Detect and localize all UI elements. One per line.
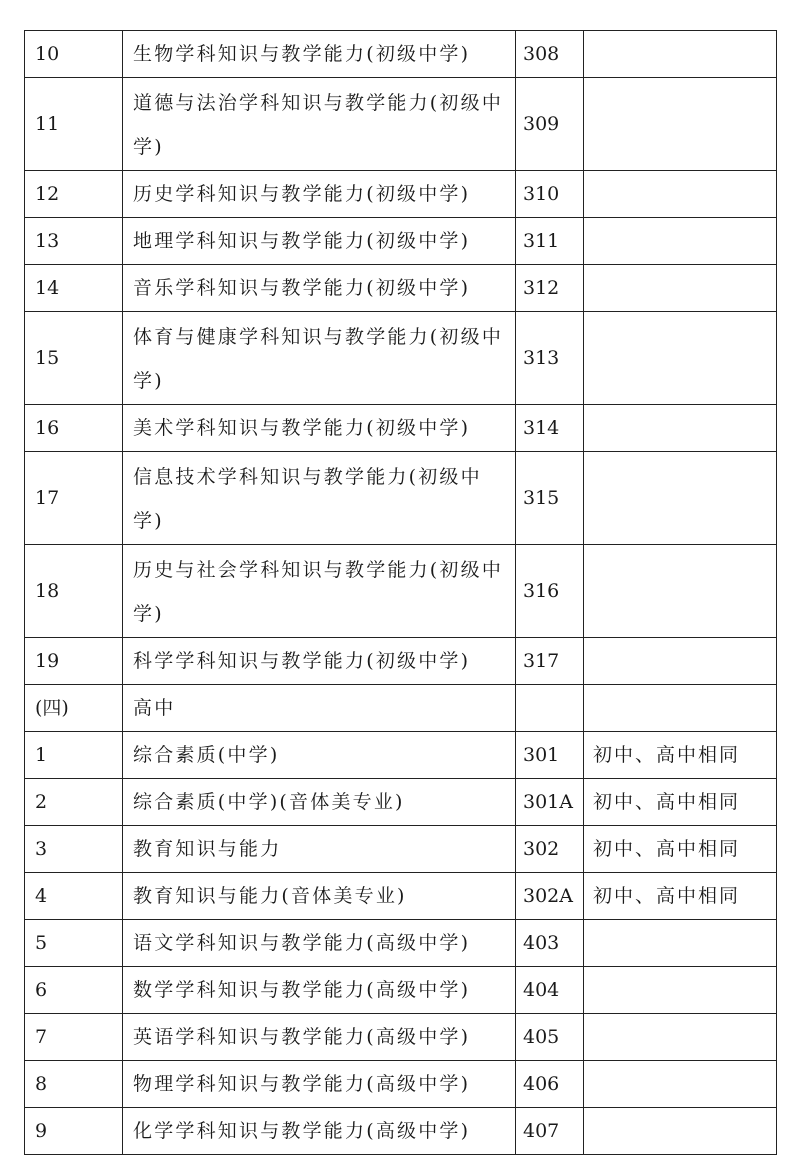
table-row xyxy=(25,545,777,638)
row-number-cell: 12 xyxy=(25,171,123,218)
subject-code-cell: 407 xyxy=(516,1108,584,1155)
subject-name-cell: 信息技术学科知识与教学能力(初级中学) xyxy=(123,452,516,545)
subject-name-cell: 历史学科知识与教学能力(初级中学) xyxy=(123,171,516,218)
subject-name-cell: 教育知识与能力(音体美专业) xyxy=(123,873,516,920)
section-header-row xyxy=(25,685,777,732)
remark-cell xyxy=(584,545,777,638)
table-row xyxy=(25,452,777,545)
table-row xyxy=(25,78,777,171)
remark-cell xyxy=(584,78,777,171)
subject-code-cell: 309 xyxy=(516,78,584,171)
remark-cell xyxy=(584,218,777,265)
table-row xyxy=(25,826,777,873)
remark-cell xyxy=(584,1014,777,1061)
subject-code-cell: 316 xyxy=(516,545,584,638)
table-row xyxy=(25,171,777,218)
row-number-cell: 19 xyxy=(25,638,123,685)
table-row xyxy=(25,779,777,826)
subject-code-cell: 310 xyxy=(516,171,584,218)
row-number-cell: 9 xyxy=(25,1108,123,1155)
row-number-cell: 16 xyxy=(25,405,123,452)
row-number-cell: 1 xyxy=(25,732,123,779)
subject-name-cell: 语文学科知识与教学能力(高级中学) xyxy=(123,920,516,967)
section-title-cell: 高中 xyxy=(123,685,516,732)
subject-code-cell: 313 xyxy=(516,312,584,405)
row-number-cell: 15 xyxy=(25,312,123,405)
table-row xyxy=(25,218,777,265)
subject-code-cell: 302 xyxy=(516,826,584,873)
row-number-cell: 2 xyxy=(25,779,123,826)
remark-cell xyxy=(584,1108,777,1155)
row-number-cell: 8 xyxy=(25,1061,123,1108)
remark-cell: 初中、高中相同 xyxy=(584,873,777,920)
remark-cell xyxy=(584,265,777,312)
subject-code-cell: 301A xyxy=(516,779,584,826)
subject-code-cell: 315 xyxy=(516,452,584,545)
row-number-cell: 10 xyxy=(25,31,123,78)
row-number-cell: 6 xyxy=(25,967,123,1014)
table-row xyxy=(25,873,777,920)
subject-code-cell: 301 xyxy=(516,732,584,779)
subject-code-cell: 406 xyxy=(516,1061,584,1108)
table-row xyxy=(25,638,777,685)
row-number-cell: 7 xyxy=(25,1014,123,1061)
subject-name-cell: 历史与社会学科知识与教学能力(初级中学) xyxy=(123,545,516,638)
document-page xyxy=(24,30,776,1155)
table-row xyxy=(25,1108,777,1155)
remark-cell xyxy=(584,920,777,967)
remark-cell xyxy=(584,405,777,452)
subject-code-cell: 302A xyxy=(516,873,584,920)
subject-code-cell: 403 xyxy=(516,920,584,967)
subject-name-cell: 道德与法治学科知识与教学能力(初级中学) xyxy=(123,78,516,171)
table-row xyxy=(25,265,777,312)
subject-code-cell: 404 xyxy=(516,967,584,1014)
row-number-cell: 13 xyxy=(25,218,123,265)
table-row xyxy=(25,920,777,967)
table-row xyxy=(25,312,777,405)
subject-code-cell: 312 xyxy=(516,265,584,312)
row-number-cell: 17 xyxy=(25,452,123,545)
table-row xyxy=(25,1061,777,1108)
row-number-cell: 5 xyxy=(25,920,123,967)
remark-cell xyxy=(584,452,777,545)
subject-name-cell: 英语学科知识与教学能力(高级中学) xyxy=(123,1014,516,1061)
subject-name-cell: 生物学科知识与教学能力(初级中学) xyxy=(123,31,516,78)
remark-cell xyxy=(584,31,777,78)
section-number-cell: (四) xyxy=(25,685,123,732)
subject-name-cell: 美术学科知识与教学能力(初级中学) xyxy=(123,405,516,452)
table-row xyxy=(25,1014,777,1061)
subject-code-cell: 308 xyxy=(516,31,584,78)
table-row xyxy=(25,31,777,78)
subject-name-cell: 地理学科知识与教学能力(初级中学) xyxy=(123,218,516,265)
remark-cell xyxy=(584,1061,777,1108)
exam-subject-table xyxy=(24,30,777,1155)
remark-cell xyxy=(584,967,777,1014)
subject-name-cell: 体育与健康学科知识与教学能力(初级中学) xyxy=(123,312,516,405)
remark-cell: 初中、高中相同 xyxy=(584,826,777,873)
row-number-cell: 4 xyxy=(25,873,123,920)
row-number-cell: 14 xyxy=(25,265,123,312)
subject-name-cell: 综合素质(中学) xyxy=(123,732,516,779)
row-number-cell: 3 xyxy=(25,826,123,873)
subject-code-cell xyxy=(516,685,584,732)
remark-cell xyxy=(584,685,777,732)
subject-name-cell: 数学学科知识与教学能力(高级中学) xyxy=(123,967,516,1014)
subject-name-cell: 教育知识与能力 xyxy=(123,826,516,873)
table-row xyxy=(25,967,777,1014)
subject-name-cell: 物理学科知识与教学能力(高级中学) xyxy=(123,1061,516,1108)
remark-cell xyxy=(584,312,777,405)
row-number-cell: 18 xyxy=(25,545,123,638)
remark-cell xyxy=(584,638,777,685)
remark-cell: 初中、高中相同 xyxy=(584,779,777,826)
remark-cell: 初中、高中相同 xyxy=(584,732,777,779)
subject-name-cell: 综合素质(中学)(音体美专业) xyxy=(123,779,516,826)
subject-name-cell: 科学学科知识与教学能力(初级中学) xyxy=(123,638,516,685)
remark-cell xyxy=(584,171,777,218)
table-row xyxy=(25,405,777,452)
subject-code-cell: 317 xyxy=(516,638,584,685)
subject-name-cell: 化学学科知识与教学能力(高级中学) xyxy=(123,1108,516,1155)
row-number-cell: 11 xyxy=(25,78,123,171)
table-row xyxy=(25,732,777,779)
subject-code-cell: 405 xyxy=(516,1014,584,1061)
subject-code-cell: 314 xyxy=(516,405,584,452)
subject-code-cell: 311 xyxy=(516,218,584,265)
subject-name-cell: 音乐学科知识与教学能力(初级中学) xyxy=(123,265,516,312)
